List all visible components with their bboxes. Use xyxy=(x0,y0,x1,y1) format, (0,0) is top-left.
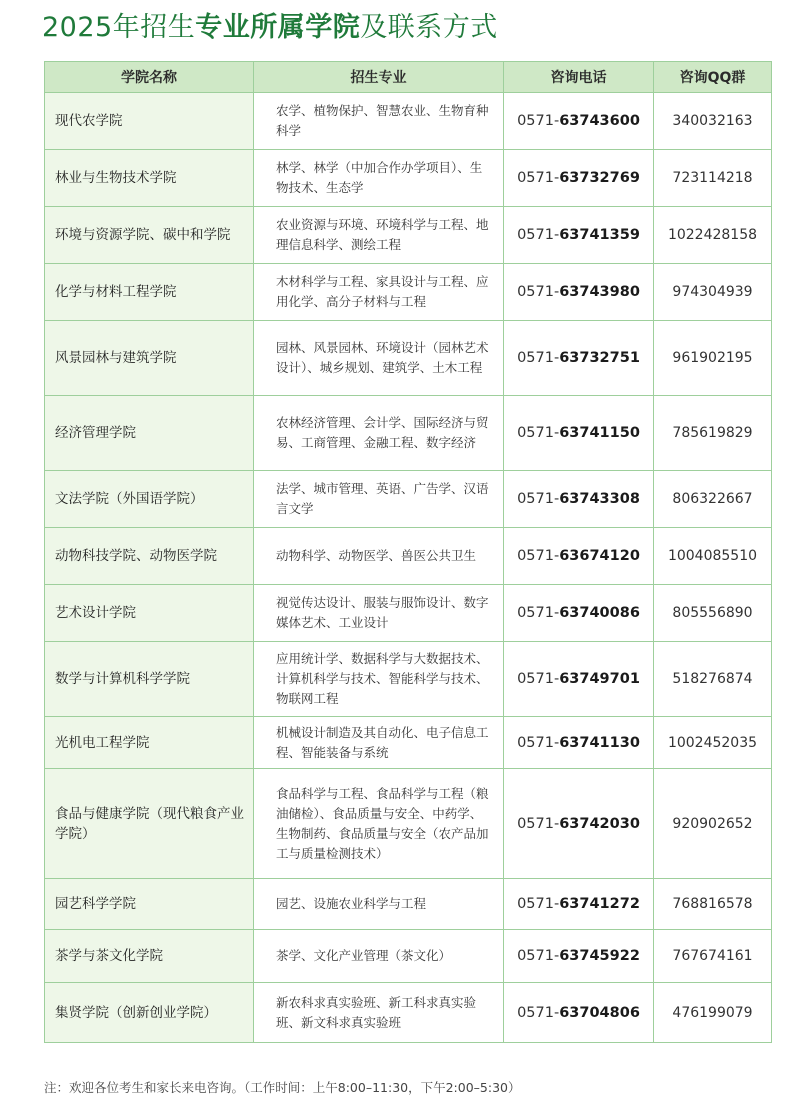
phone-cell xyxy=(504,879,654,930)
college-name: 环境与资源学院、碳中和学院 xyxy=(45,207,254,264)
qq-group-cell: 974304939 xyxy=(654,264,772,321)
qq-group-cell: 1004085510 xyxy=(654,528,772,585)
college-name: 茶学与茶文化学院 xyxy=(45,930,254,983)
phone-area-code: 0571- xyxy=(517,896,560,912)
college-name: 文法学院（外国语学院） xyxy=(45,471,254,528)
phone-cell xyxy=(504,150,654,207)
table-row xyxy=(45,983,772,1043)
qq-group-cell: 1002452035 xyxy=(654,717,772,769)
qq-group-cell: 767674161 xyxy=(654,930,772,983)
qq-group-cell: 920902652 xyxy=(654,769,772,879)
phone-cell xyxy=(504,321,654,396)
phone-cell xyxy=(504,769,654,879)
college-name: 风景园林与建筑学院 xyxy=(45,321,254,396)
phone-number: 63745922 xyxy=(559,948,640,964)
table-row xyxy=(45,642,772,717)
phone-cell xyxy=(504,528,654,585)
majors-cell: 茶学、文化产业管理（茶文化） xyxy=(254,930,504,983)
phone-cell xyxy=(504,585,654,642)
table-header-row xyxy=(45,62,772,93)
majors-cell: 视觉传达设计、服装与服饰设计、数字媒体艺术、工业设计 xyxy=(254,585,504,642)
qq-group-cell: 785619829 xyxy=(654,396,772,471)
phone-area-code: 0571- xyxy=(517,350,560,366)
college-name: 现代农学院 xyxy=(45,93,254,150)
majors-cell: 食品科学与工程、食品科学与工程（粮油储检）、食品质量与安全、中药学、生物制药、食品质量与安全（农产品加工与质量检测技术） xyxy=(254,769,504,879)
phone-number: 63674120 xyxy=(559,548,640,564)
phone-cell xyxy=(504,717,654,769)
title-highlight: 专业所属学院 xyxy=(195,12,361,43)
phone-area-code: 0571- xyxy=(517,227,560,243)
table-row xyxy=(45,471,772,528)
phone-area-code: 0571- xyxy=(517,815,560,832)
majors-cell: 林学、林学（中加合作办学项目）、生物技术、生态学 xyxy=(254,150,504,207)
phone-number: 63732751 xyxy=(559,350,640,366)
phone-area-code: 0571- xyxy=(517,113,560,129)
table-row xyxy=(45,264,772,321)
phone-number: 63741272 xyxy=(559,896,640,912)
phone-number: 63741359 xyxy=(559,227,640,243)
title-year-prefix: 2025年招生 xyxy=(42,12,196,43)
table-row xyxy=(45,769,772,879)
phone-number: 63743600 xyxy=(559,113,640,129)
table-row xyxy=(45,930,772,983)
qq-group-cell: 961902195 xyxy=(654,321,772,396)
phone-cell xyxy=(504,930,654,983)
phone-number: 63743980 xyxy=(559,284,640,300)
college-name: 林业与生物技术学院 xyxy=(45,150,254,207)
phone-number: 63741130 xyxy=(559,734,640,751)
table-body xyxy=(45,93,772,1043)
phone-cell xyxy=(504,264,654,321)
table-row xyxy=(45,396,772,471)
page-title xyxy=(42,8,498,48)
phone-cell xyxy=(504,471,654,528)
qq-group-cell: 518276874 xyxy=(654,642,772,717)
majors-cell: 新农科求真实验班、新工科求真实验班、新文科求真实验班 xyxy=(254,983,504,1043)
phone-cell xyxy=(504,642,654,717)
table-row xyxy=(45,879,772,930)
phone-number: 63741150 xyxy=(559,425,640,441)
phone-cell xyxy=(504,396,654,471)
table-row xyxy=(45,93,772,150)
college-contact-table xyxy=(44,61,772,1043)
college-name: 光机电工程学院 xyxy=(45,717,254,769)
phone-cell xyxy=(504,93,654,150)
header-college: 学院名称 xyxy=(45,62,254,93)
majors-cell: 机械设计制造及其自动化、电子信息工程、智能装备与系统 xyxy=(254,717,504,769)
table-row xyxy=(45,150,772,207)
phone-number: 63742030 xyxy=(559,815,640,832)
qq-group-cell: 806322667 xyxy=(654,471,772,528)
phone-number: 63740086 xyxy=(559,605,640,621)
majors-cell: 应用统计学、数据科学与大数据技术、计算机科学与技术、智能科学与技术、物联网工程 xyxy=(254,642,504,717)
qq-group-cell: 805556890 xyxy=(654,585,772,642)
header-qq: 咨询QQ群 xyxy=(654,62,772,93)
majors-cell: 木材科学与工程、家具设计与工程、应用化学、高分子材料与工程 xyxy=(254,264,504,321)
college-name: 动物科技学院、动物医学院 xyxy=(45,528,254,585)
qq-group-cell: 768816578 xyxy=(654,879,772,930)
footnote: 注：欢迎各位考生和家长来电咨询。（工作时间：上午8:00–11:30，下午2:00–5:30） xyxy=(44,1080,521,1095)
phone-number: 63743308 xyxy=(559,491,640,507)
phone-number: 63732769 xyxy=(559,170,640,186)
majors-cell: 动物科学、动物医学、兽医公共卫生 xyxy=(254,528,504,585)
phone-area-code: 0571- xyxy=(517,671,560,687)
phone-area-code: 0571- xyxy=(517,1004,560,1021)
qq-group-cell: 1022428158 xyxy=(654,207,772,264)
college-name: 集贤学院（创新创业学院） xyxy=(45,983,254,1043)
phone-number: 63704806 xyxy=(559,1004,640,1021)
college-name: 艺术设计学院 xyxy=(45,585,254,642)
qq-group-cell: 476199079 xyxy=(654,983,772,1043)
majors-cell: 法学、城市管理、英语、广告学、汉语言文学 xyxy=(254,471,504,528)
table-row xyxy=(45,321,772,396)
phone-area-code: 0571- xyxy=(517,284,560,300)
qq-group-cell: 340032163 xyxy=(654,93,772,150)
college-name: 数学与计算机科学学院 xyxy=(45,642,254,717)
title-suffix: 及联系方式 xyxy=(360,12,498,43)
college-name: 园艺科学学院 xyxy=(45,879,254,930)
phone-area-code: 0571- xyxy=(517,425,560,441)
majors-cell: 农学、植物保护、智慧农业、生物育种科学 xyxy=(254,93,504,150)
phone-area-code: 0571- xyxy=(517,734,560,751)
majors-cell: 园林、风景园林、环境设计（园林艺术设计）、城乡规划、建筑学、土木工程 xyxy=(254,321,504,396)
phone-cell xyxy=(504,983,654,1043)
college-name: 经济管理学院 xyxy=(45,396,254,471)
phone-area-code: 0571- xyxy=(517,605,560,621)
phone-area-code: 0571- xyxy=(517,491,560,507)
table-row xyxy=(45,528,772,585)
table-row xyxy=(45,717,772,769)
header-phone: 咨询电话 xyxy=(504,62,654,93)
phone-area-code: 0571- xyxy=(517,948,560,964)
table-row xyxy=(45,207,772,264)
phone-cell xyxy=(504,207,654,264)
majors-cell: 农林经济管理、会计学、国际经济与贸易、工商管理、金融工程、数字经济 xyxy=(254,396,504,471)
majors-cell: 园艺、设施农业科学与工程 xyxy=(254,879,504,930)
majors-cell: 农业资源与环境、环境科学与工程、地理信息科学、测绘工程 xyxy=(254,207,504,264)
header-majors: 招生专业 xyxy=(254,62,504,93)
phone-area-code: 0571- xyxy=(517,170,560,186)
qq-group-cell: 723114218 xyxy=(654,150,772,207)
college-name: 食品与健康学院（现代粮食产业学院） xyxy=(45,769,254,879)
table-row xyxy=(45,585,772,642)
phone-area-code: 0571- xyxy=(517,548,560,564)
college-name: 化学与材料工程学院 xyxy=(45,264,254,321)
phone-number: 63749701 xyxy=(559,671,640,687)
